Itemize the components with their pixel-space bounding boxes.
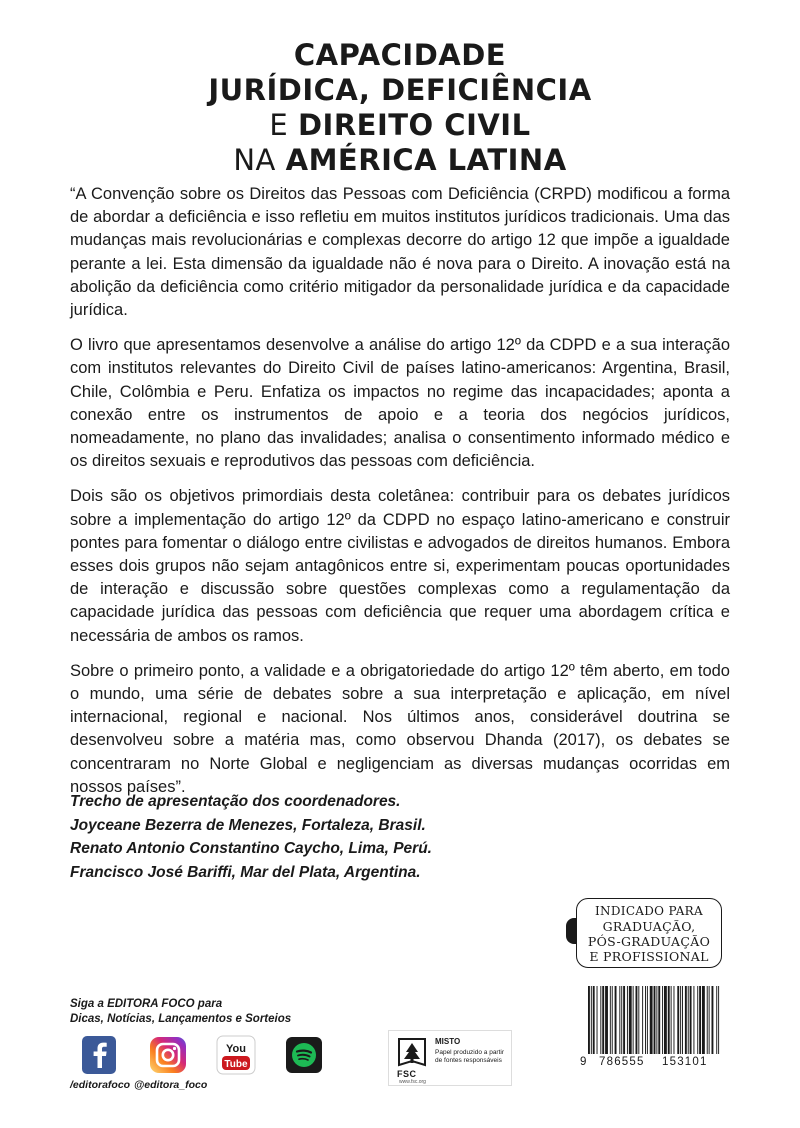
barcode-bar bbox=[712, 986, 714, 1054]
facebook-handle[interactable]: /editorafoco bbox=[70, 1079, 131, 1091]
barcode-bar bbox=[600, 986, 601, 1054]
fsc-site: www.fsc.org bbox=[399, 1079, 426, 1085]
instagram-handle[interactable]: @editora_foco bbox=[134, 1079, 208, 1091]
barcode-bar bbox=[627, 986, 628, 1054]
barcode-bar bbox=[668, 986, 670, 1054]
barcode-bar bbox=[682, 986, 683, 1054]
fsc-title: MISTO bbox=[435, 1037, 461, 1046]
barcode-bars bbox=[588, 986, 720, 1054]
fsc-certification bbox=[388, 1030, 512, 1086]
title-line-3-thin: E bbox=[269, 108, 289, 142]
barcode-bar bbox=[688, 986, 689, 1054]
barcode-bar bbox=[707, 986, 708, 1054]
barcode-bar bbox=[615, 986, 617, 1054]
title-line-1: CAPACIDADE bbox=[293, 38, 507, 72]
barcode-bar bbox=[716, 986, 717, 1054]
barcode-bar bbox=[623, 986, 625, 1054]
barcode-bar bbox=[650, 986, 653, 1054]
title-line-4-bold: AMÉRICA LATINA bbox=[285, 143, 567, 177]
synopsis-paragraph-1: “A Convenção sobre os Direitos das Pessoas com Deficiência (CRPD) modificou a forma de abordar a deficiência e isso refletiu em muitos institutos jurídicos tradicionais. Uma das mudanças mais revolucionárias e complexas decorre do artigo 12 que impõe a igualdade perante a lei. Esta dimensão da igualdade não é nova para o Direito. A inovação está na abolição da deficiência como critério mitigador da personalidade jurídica e da capacidade jurídica. bbox=[70, 185, 730, 320]
title-line-2: JURÍDICA, DEFICIÊNCIA bbox=[208, 73, 592, 107]
youtube-icon[interactable] bbox=[216, 1035, 256, 1075]
barcode-bar bbox=[699, 986, 701, 1054]
barcode-bar bbox=[588, 986, 590, 1054]
isbn-group-2: 153101 bbox=[662, 1056, 708, 1068]
fsc-logo-text: FSC bbox=[397, 1069, 417, 1079]
badge-line-4: E PROFISSIONAL bbox=[589, 949, 709, 964]
spotify-icon[interactable] bbox=[284, 1035, 324, 1075]
barcode-bar bbox=[610, 986, 611, 1054]
barcode-bar bbox=[593, 986, 595, 1054]
barcode-bar bbox=[662, 986, 663, 1054]
credit-line: Joyceane Bezerra de Menezes, Fortaleza, Brasil. bbox=[70, 816, 426, 834]
youtube-label-you: You bbox=[226, 1043, 246, 1055]
barcode-bar bbox=[638, 986, 639, 1054]
credit-line: Renato Antonio Constantino Caycho, Lima, Perú. bbox=[70, 840, 432, 857]
barcode-bar bbox=[629, 986, 632, 1054]
barcode-bar bbox=[612, 986, 613, 1054]
barcode-bar bbox=[664, 986, 667, 1054]
barcode-bar bbox=[647, 986, 648, 1054]
synopsis-paragraph-3: Dois são os objetivos primordiais desta coletânea: contribuir para os debates jurídicos sobre a implementação do artigo 12º da CDPD no espaço latino-americano e construir pontes para fomentar o diálogo entre civilistas e advogados de direitos humanos. Embora esses dois grupos não sejam antagônicos entre si, experimentam poucas oportunidades de interação e discussão sobre questões complexas como a regulamentação da capacidade jurídica das pessoas com deficiência que requer uma abordagem crítica e necessária de ambos os ramos. bbox=[70, 487, 730, 645]
badge-line-1: INDICADO PARA bbox=[595, 904, 703, 918]
fsc-description: Papel produzido a partir de fontes responsáveis bbox=[435, 1049, 505, 1064]
barcode-bar bbox=[602, 986, 604, 1054]
youtube-label-tube: Tube bbox=[224, 1059, 248, 1070]
barcode-bar bbox=[685, 986, 687, 1054]
barcode-bar bbox=[636, 986, 638, 1054]
follow-line-1: Siga a EDITORA FOCO para bbox=[70, 998, 223, 1010]
follow-line-2: Dicas, Notícias, Lançamentos e Sorteios bbox=[70, 1013, 292, 1025]
barcode-bar bbox=[633, 986, 634, 1054]
barcode-bar bbox=[642, 986, 643, 1054]
audience-badge bbox=[576, 898, 722, 968]
barcode-bar bbox=[693, 986, 694, 1054]
barcode-bar bbox=[658, 986, 660, 1054]
isbn-first-digit: 9 bbox=[580, 1056, 588, 1068]
barcode-bar bbox=[709, 986, 710, 1054]
badge-line-3: PÓS-GRADUAÇÃO bbox=[587, 934, 711, 949]
facebook-icon[interactable] bbox=[80, 1035, 120, 1075]
credit-line: Trecho de apresentação dos coordenadores. bbox=[70, 793, 401, 810]
instagram-icon[interactable] bbox=[148, 1035, 188, 1075]
barcode-bar bbox=[677, 986, 679, 1054]
book-title bbox=[0, 38, 800, 178]
follow-text bbox=[70, 997, 370, 1027]
barcode-bar bbox=[597, 986, 598, 1054]
barcode-bar bbox=[718, 986, 719, 1054]
barcode-bar bbox=[697, 986, 698, 1054]
barcode-bar bbox=[680, 986, 681, 1054]
credit-line: Francisco José Bariffi, Mar del Plata, Argentina. bbox=[70, 863, 421, 881]
barcode-bar bbox=[605, 986, 608, 1054]
isbn-barcode bbox=[578, 982, 728, 1078]
barcode-bar bbox=[654, 986, 656, 1054]
barcode-bar bbox=[674, 986, 675, 1054]
barcode-bar bbox=[690, 986, 692, 1054]
barcode-bar bbox=[645, 986, 646, 1054]
credits bbox=[70, 790, 590, 884]
synopsis bbox=[70, 183, 730, 811]
isbn-group-1: 786555 bbox=[599, 1056, 645, 1068]
badge-line-2: GRADUAÇÃO, bbox=[602, 919, 696, 934]
barcode-bar bbox=[619, 986, 620, 1054]
synopsis-paragraph-2: O livro que apresentamos desenvolve a análise do artigo 12º da CDPD e a sua interação com institutos relevantes do Direito Civil de países latino-americanos: Argentina, Brasil, Chile, Colômbia e Peru. Enfatiza os impactos no regime das incapacidades; aponta a conexão entre os instrumentos de apoio e a teoria dos negócios jurídicos, nomeadamente, no plano das invalidades; analisa o consentimento informado médico e os direitos sexuais e reprodutivos das pessoas com deficiência. bbox=[70, 336, 730, 471]
barcode-bar bbox=[702, 986, 705, 1054]
title-line-4-thin: NA bbox=[233, 143, 276, 177]
barcode-bar bbox=[656, 986, 657, 1054]
barcode-bar bbox=[671, 986, 672, 1054]
barcode-bar bbox=[621, 986, 622, 1054]
title-line-3-bold: DIREITO CIVIL bbox=[297, 108, 531, 142]
barcode-bar bbox=[591, 986, 592, 1054]
synopsis-paragraph-4: Sobre o primeiro ponto, a validade e a obrigatoriedade do artigo 12º têm aberto, em todo o mundo, uma série de debates sobre a sua interpretação e aplicação, em nível internacional, regional e nacional. Nos últimos anos, considerável doutrina se desenvolveu sobre a matéria mas, como observou Dhanda (2017), os debates se concentraram no Norte Global e negligenciam as diversas mudanças ocorridas em nossos países”. bbox=[70, 661, 730, 796]
